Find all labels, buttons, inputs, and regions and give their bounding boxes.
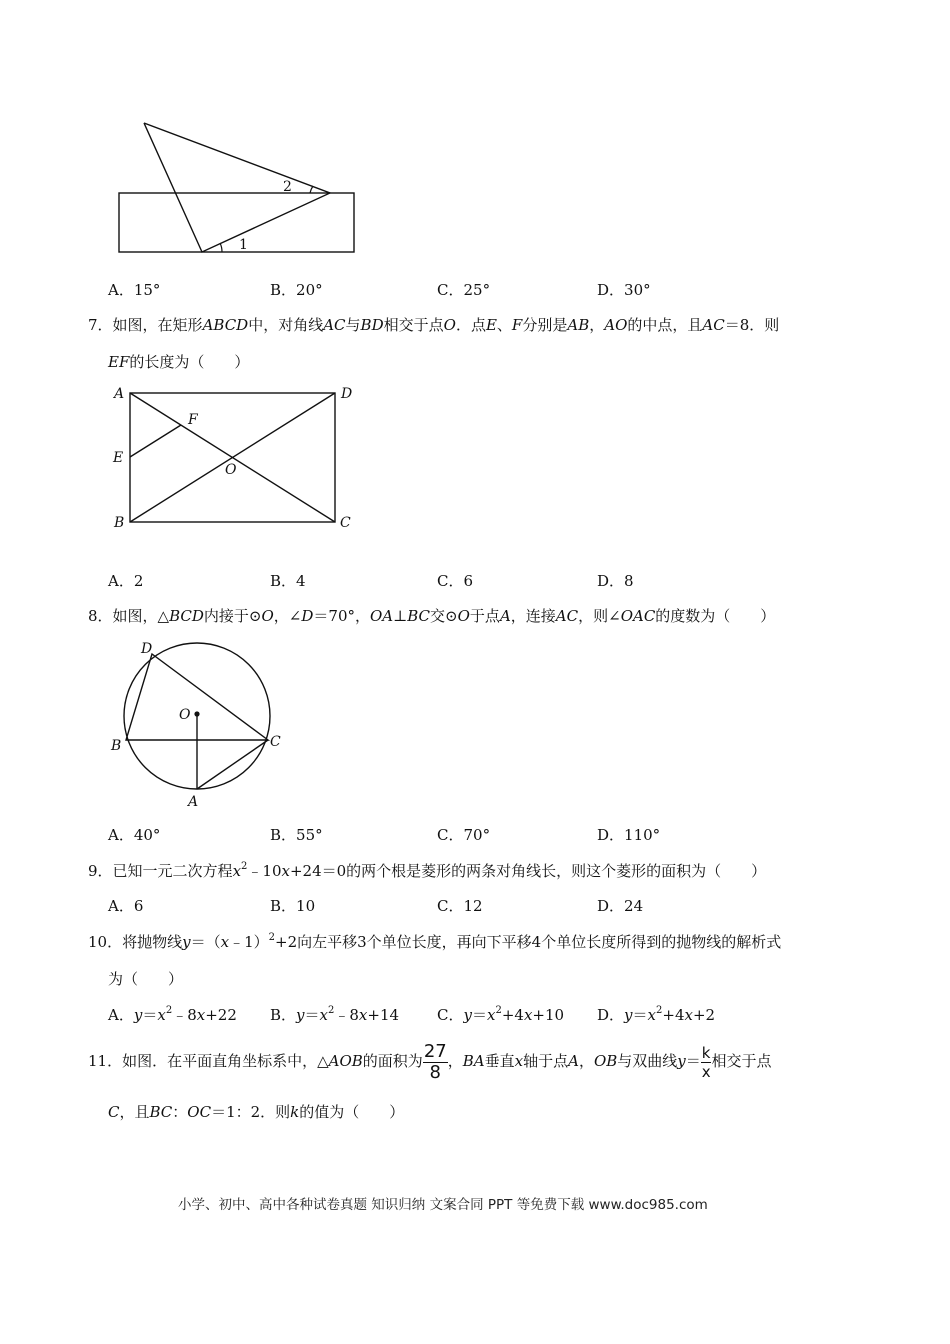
q6-triangle [144, 123, 330, 252]
q8-option-b[interactable]: B．55° [270, 826, 323, 844]
q7-option-c[interactable]: C．6 [437, 572, 474, 590]
q10-stem-line1: 10．将抛物线y＝（x﹣1）$^2$+2向左平移3个单位长度，再向下平移4个单位长度所得到的抛物线的解析式 [88, 932, 782, 951]
q7-label-a: A [114, 386, 125, 402]
q8-label-b: B [111, 738, 122, 754]
q10-option-d[interactable]: D．$y=x^2+4x+2$ [597, 1005, 716, 1024]
q9-option-a[interactable]: A．6 [108, 897, 144, 915]
q7-segment-ef [130, 425, 181, 457]
q8-label-o: O [179, 707, 191, 723]
q8-stem: 8．如图，△BCD内接于⊙O，∠D＝70°，OA⊥BC交⊙O于点A，连接AC，则∠OAC的度数为（ ） [88, 607, 776, 625]
q7-figure [108, 382, 368, 532]
q7-option-b[interactable]: B．4 [270, 572, 306, 590]
q6-option-d[interactable]: D．30° [597, 281, 651, 299]
q9-option-b[interactable]: B．10 [270, 897, 316, 915]
q11-area-fraction: $\frac{27}{8}$ [423, 1040, 447, 1083]
q10-option-c[interactable]: C．$y=x^2+4x+10$ [437, 1005, 565, 1024]
q11-hyperbola-fraction: $\frac{k}{x}$ [701, 1043, 711, 1081]
q8-option-a[interactable]: A．40° [108, 826, 161, 844]
q8-label-c: C [270, 734, 281, 750]
q8-option-c[interactable]: C．70° [437, 826, 491, 844]
page-footer: 小学、初中、高中各种试卷真题 知识归纳 文案合同 PPT 等免费下载 www.doc985.com [178, 1197, 708, 1213]
q10-option-b[interactable]: B．$y=x^2﹣8x+14$ [270, 1005, 400, 1024]
q9-stem: 9．已知一元二次方程$x^2﹣10x+24=0$的两个根是菱形的两条对角线长，则这个菱形的面积为（ ） [88, 861, 767, 880]
q7-stem-line2: EF的长度为（ ） [108, 353, 250, 371]
q7-label-f: F [188, 412, 198, 428]
q7-stem-line1: 7．如图，在矩形ABCD中，对角线AC与BD相交于点O．点E、F分别是AB，AO的中点，且AC＝8．则 [88, 316, 780, 334]
q7-option-a[interactable]: A．2 [108, 572, 144, 590]
q6-rectangle [119, 193, 354, 252]
q11-stem-line2: C，且BC：OC＝1：2．则k的值为（ ） [108, 1103, 405, 1121]
q8-label-d: D [141, 641, 153, 657]
q9-option-c[interactable]: C．12 [437, 897, 483, 915]
q8-label-a: A [188, 794, 199, 810]
q10-stem-line2: 为（ ） [108, 970, 184, 988]
q7-option-d[interactable]: D．8 [597, 572, 634, 590]
q9-option-d[interactable]: D．24 [597, 897, 644, 915]
q7-label-d: D [341, 386, 353, 402]
q6-option-a[interactable]: A．15° [108, 281, 161, 299]
q7-label-b: B [114, 515, 125, 531]
q6-angle-arc-1 [220, 243, 222, 252]
q6-figure [110, 112, 370, 262]
q6-option-c[interactable]: C．25° [437, 281, 491, 299]
q8-option-d[interactable]: D．110° [597, 826, 661, 844]
q6-label-1: 1 [239, 237, 248, 253]
q8-figure [108, 636, 298, 812]
q6-option-b[interactable]: B．20° [270, 281, 323, 299]
q7-label-o: O [225, 462, 237, 478]
q7-label-c: C [340, 515, 351, 531]
q6-label-2: 2 [283, 179, 292, 195]
q10-option-a[interactable]: A．$y=x^2﹣8x+22$ [108, 1005, 237, 1024]
q8-center-dot [194, 711, 199, 716]
q7-label-e: E [113, 450, 124, 466]
q6-angle-arc-2 [310, 186, 313, 193]
q8-segment-ac [197, 740, 268, 789]
q11-stem-line1: 11．如图．在平面直角坐标系中，△AOB的面积为 $\frac{27}{8}$ ，BA垂直x轴于点A，OB与双曲线y＝ $\frac{k}{x}$ 相交于点 [88, 1040, 772, 1083]
